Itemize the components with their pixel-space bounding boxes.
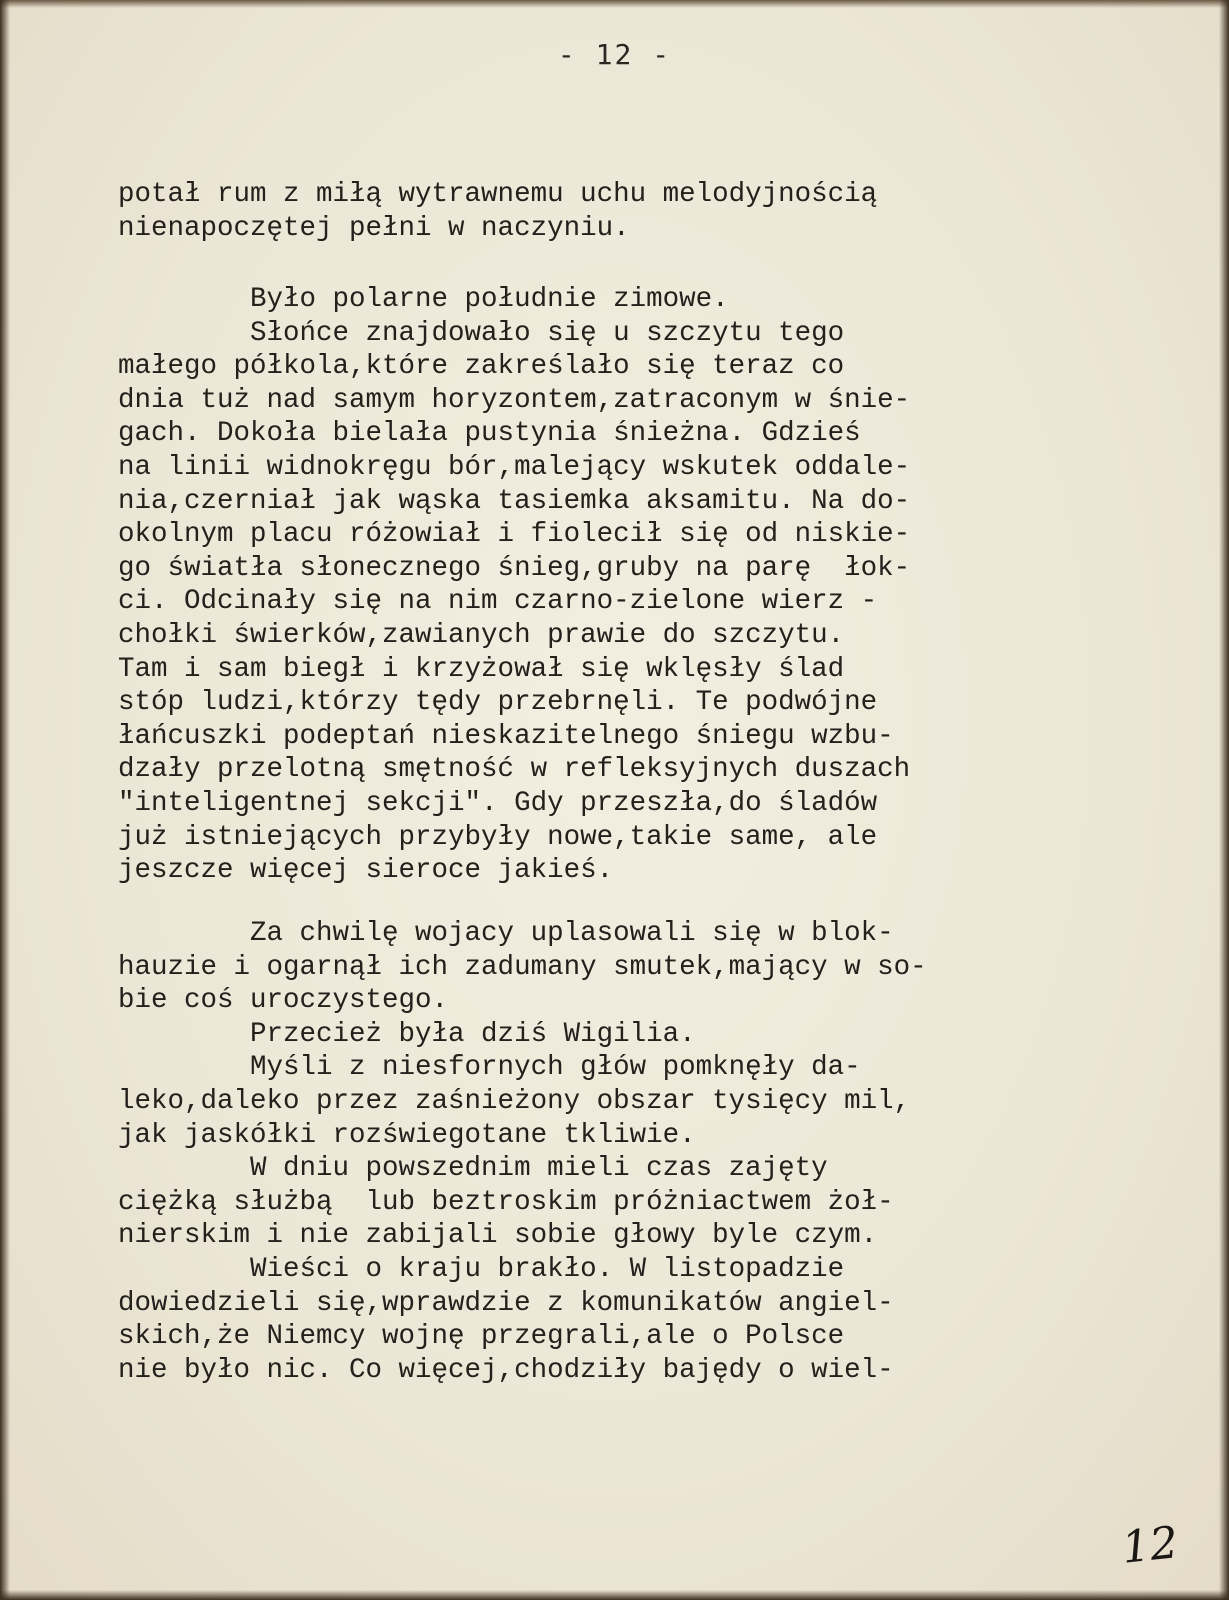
text-line: na linii widnokręgu bór,malejący wskutek oddale-: [118, 451, 911, 483]
page-edge-shadow: [1219, 0, 1229, 1600]
text-line: gach. Dokoła bielała pustynia śnieżna. Gdzieś: [118, 418, 861, 450]
text-line: Za chwilę wojacy uplasowali się w blok-: [118, 918, 894, 949]
text-line: już istniejących przybyły nowe,takie same, ale: [118, 821, 878, 853]
paragraph-3: [118, 917, 927, 1387]
text-line: dzały przelotną smętność w refleksyjnych duszach: [118, 754, 911, 786]
text-line: bie coś uroczystego.: [118, 985, 449, 1017]
text-line: łańcuszki podeptań nieskazitelnego śniegu wzbu-: [118, 720, 894, 752]
text-line: nierskim i nie zabijali sobie głowy byle czym.: [118, 1220, 878, 1252]
text-line: Przecież była dziś Wigilia.: [118, 1018, 696, 1050]
text-line: skich,że Niemcy wojnę przegrali,ale o Polsce: [118, 1321, 845, 1353]
text-line: chołki świerków,zawianych prawie do szczytu.: [118, 619, 845, 651]
text-line: potał rum z miłą wytrawnemu uchu melodyjnością: [118, 179, 878, 210]
text-line: Tam i sam biegł i krzyżował się wklęsły ślad: [118, 653, 845, 685]
text-line: "inteligentnej sekcji". Gdy przeszła,do śladów: [118, 787, 878, 819]
text-line: okolnym placu różowiał i fiolecił się od niskie-: [118, 519, 911, 551]
page-edge-shadow: [0, 0, 10, 1600]
page-edge-shadow: [0, 0, 1229, 8]
page-number: - 12 -: [557, 38, 672, 71]
handwritten-page-number: 12: [1119, 1517, 1181, 1574]
text-line: stóp ludzi,którzy tędy przebrnęli. Te podwójne: [118, 687, 878, 719]
text-line: dnia tuż nad samym horyzontem,zatraconym w śnie-: [118, 384, 911, 416]
text-line: Było polarne południe zimowe.: [118, 284, 729, 315]
text-line: nienapoczętej pełni w naczyniu.: [118, 212, 630, 244]
text-line: jeszcze więcej sieroce jakieś.: [118, 855, 614, 887]
page-edge-shadow: [0, 1590, 1229, 1600]
text-line: Słońce znajdowało się u szczytu tego: [118, 317, 845, 349]
text-line: Wieści o kraju brakło. W listopadzie: [118, 1253, 845, 1285]
text-line: nie było nic. Co więcej,chodziły bajędy o wiel-: [118, 1354, 894, 1386]
text-line: hauzie i ogarnął ich zadumany smutek,mający w so-: [118, 951, 927, 983]
text-line: ci. Odcinały się na nim czarno-zielone wierz -: [118, 586, 878, 618]
text-line: nia,czerniał jak wąska tasiemka aksamitu. Na do-: [118, 485, 911, 517]
paragraph-1: [118, 178, 877, 245]
text-line: ciężką służbą lub beztroskim próżniactwem żoł-: [118, 1186, 894, 1218]
text-line: go światła słonecznego śnieg,gruby na parę łok-: [118, 552, 911, 584]
text-line: W dniu powszednim mieli czas zajęty: [118, 1153, 828, 1185]
text-line: Myśli z niesfornych głów pomknęły da-: [118, 1052, 861, 1084]
text-line: dowiedzieli się,wprawdzie z komunikatów angiel-: [118, 1287, 894, 1319]
paragraph-2: [118, 283, 910, 888]
text-line: jak jaskółki rozświegotane tkliwie.: [118, 1119, 696, 1151]
text-line: małego półkola,które zakreślało się teraz co: [118, 351, 845, 383]
text-line: leko,daleko przez zaśnieżony obszar tysięcy mil,: [118, 1085, 911, 1117]
